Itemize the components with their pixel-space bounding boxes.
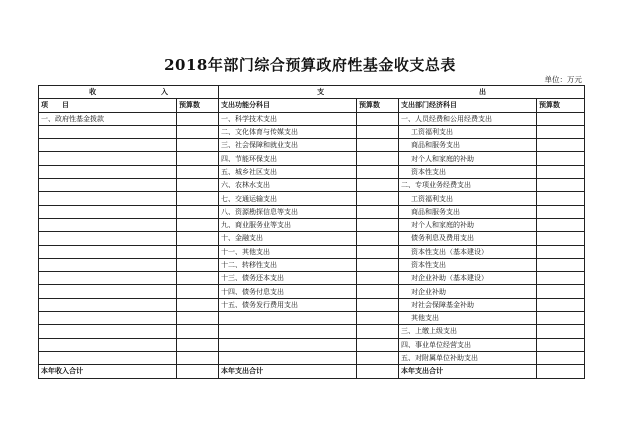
page-title: 2018年部门综合预算政府性基金收支总表 — [164, 56, 456, 74]
func-cell — [219, 325, 357, 338]
func-total-label: 本年支出合计 — [219, 365, 357, 378]
col-budget2-header: 预算数 — [357, 99, 399, 112]
func-budget-cell — [357, 272, 399, 285]
income-header-label: 收 — [89, 87, 97, 97]
income-cell — [39, 338, 177, 351]
econ-budget-cell — [537, 312, 585, 325]
income-cell — [39, 179, 177, 192]
header-row-1 — [39, 86, 585, 99]
func-total-value — [357, 365, 399, 378]
table-row — [39, 285, 585, 298]
func-cell: 十一、其他支出 — [219, 245, 357, 258]
income-budget-cell — [177, 325, 219, 338]
econ-budget-cell — [537, 192, 585, 205]
table-row — [39, 312, 585, 325]
income-budget-cell — [177, 285, 219, 298]
econ-cell: 四、事业单位经营支出 — [399, 338, 537, 351]
income-cell: 一、政府性基金拨款 — [39, 112, 177, 125]
income-budget-cell — [177, 125, 219, 138]
income-cell — [39, 139, 177, 152]
func-cell: 八、资源勘探信息等支出 — [219, 205, 357, 218]
econ-budget-cell — [537, 125, 585, 138]
func-budget-cell — [357, 312, 399, 325]
func-cell: 二、文化体育与传媒支出 — [219, 125, 357, 138]
econ-total-value — [537, 365, 585, 378]
func-cell: 六、农林水支出 — [219, 179, 357, 192]
func-cell: 四、节能环保支出 — [219, 152, 357, 165]
table-row — [39, 298, 585, 311]
budget-table — [38, 85, 585, 379]
func-budget-cell — [357, 338, 399, 351]
income-cell — [39, 152, 177, 165]
col-func-header: 支出功能分科目 — [219, 99, 357, 112]
econ-cell: 债务利息及费用支出 — [399, 232, 537, 245]
econ-cell: 工资福利支出 — [399, 192, 537, 205]
col-budget-header: 预算数 — [177, 99, 219, 112]
func-cell: 三、社会保障和就业支出 — [219, 139, 357, 152]
func-budget-cell — [357, 245, 399, 258]
econ-cell: 资本性支出（基本建设） — [399, 245, 537, 258]
func-budget-cell — [357, 351, 399, 364]
income-budget-cell — [177, 205, 219, 218]
econ-cell: 对企业补助（基本建设） — [399, 272, 537, 285]
func-budget-cell — [357, 165, 399, 178]
table-row — [39, 139, 585, 152]
func-cell: 十三、债务还本支出 — [219, 272, 357, 285]
table-row — [39, 351, 585, 364]
header-row-2 — [39, 99, 585, 112]
income-budget-cell — [177, 165, 219, 178]
income-header-label2: 入 — [160, 87, 168, 97]
income-cell — [39, 232, 177, 245]
func-cell: 十五、债务发行费用支出 — [219, 298, 357, 311]
col-item-header: 项 目 — [39, 99, 177, 112]
econ-budget-cell — [537, 245, 585, 258]
expense-header-label: 支 — [317, 87, 325, 97]
func-cell: 五、城乡社区支出 — [219, 165, 357, 178]
func-budget-cell — [357, 125, 399, 138]
func-budget-cell — [357, 152, 399, 165]
econ-cell: 工资福利支出 — [399, 125, 537, 138]
econ-total-label: 本年支出合计 — [399, 365, 537, 378]
income-cell — [39, 272, 177, 285]
func-budget-cell — [357, 112, 399, 125]
table-row — [39, 112, 585, 125]
func-cell: 一、科学技术支出 — [219, 112, 357, 125]
table-row — [39, 192, 585, 205]
econ-cell: 商品和服务支出 — [399, 205, 537, 218]
table-row — [39, 338, 585, 351]
econ-budget-cell — [537, 205, 585, 218]
econ-cell: 对社会保障基金补助 — [399, 298, 537, 311]
econ-cell: 对个人和家庭的补助 — [399, 152, 537, 165]
table-row — [39, 258, 585, 271]
table-row — [39, 272, 585, 285]
table-row — [39, 205, 585, 218]
table-row — [39, 325, 585, 338]
table-row — [39, 245, 585, 258]
income-budget-cell — [177, 245, 219, 258]
income-budget-cell — [177, 192, 219, 205]
income-budget-cell — [177, 351, 219, 364]
income-total-value — [177, 365, 219, 378]
func-cell: 十二、转移性支出 — [219, 258, 357, 271]
income-total-label: 本年收入合计 — [39, 365, 177, 378]
income-cell — [39, 325, 177, 338]
income-cell — [39, 258, 177, 271]
table-row — [39, 232, 585, 245]
income-cell — [39, 218, 177, 231]
econ-budget-cell — [537, 298, 585, 311]
income-cell — [39, 298, 177, 311]
func-budget-cell — [357, 179, 399, 192]
income-budget-cell — [177, 232, 219, 245]
econ-cell: 其他支出 — [399, 312, 537, 325]
expense-header — [219, 86, 585, 99]
func-cell — [219, 338, 357, 351]
func-cell — [219, 312, 357, 325]
income-budget-cell — [177, 258, 219, 271]
income-budget-cell — [177, 298, 219, 311]
income-cell — [39, 165, 177, 178]
econ-budget-cell — [537, 139, 585, 152]
table-row — [39, 125, 585, 138]
table-row — [39, 152, 585, 165]
func-cell: 九、商业服务业等支出 — [219, 218, 357, 231]
income-budget-cell — [177, 312, 219, 325]
func-budget-cell — [357, 218, 399, 231]
econ-cell: 资本性支出 — [399, 258, 537, 271]
econ-cell: 商品和服务支出 — [399, 139, 537, 152]
func-budget-cell — [357, 139, 399, 152]
func-budget-cell — [357, 192, 399, 205]
func-budget-cell — [357, 298, 399, 311]
table-body — [39, 86, 585, 379]
income-cell — [39, 351, 177, 364]
income-cell — [39, 285, 177, 298]
econ-budget-cell — [537, 285, 585, 298]
table-row — [39, 165, 585, 178]
econ-budget-cell — [537, 258, 585, 271]
table-row — [39, 218, 585, 231]
income-budget-cell — [177, 218, 219, 231]
econ-cell: 五、对附属单位补助支出 — [399, 351, 537, 364]
econ-budget-cell — [537, 351, 585, 364]
econ-budget-cell — [537, 325, 585, 338]
func-budget-cell — [357, 325, 399, 338]
econ-budget-cell — [537, 338, 585, 351]
func-cell: 七、交通运输支出 — [219, 192, 357, 205]
income-cell — [39, 192, 177, 205]
income-cell — [39, 125, 177, 138]
income-budget-cell — [177, 112, 219, 125]
func-budget-cell — [357, 232, 399, 245]
func-budget-cell — [357, 205, 399, 218]
econ-cell: 三、上缴上级支出 — [399, 325, 537, 338]
econ-budget-cell — [537, 152, 585, 165]
income-cell — [39, 312, 177, 325]
econ-cell: 一、人员经费和公用经费支出 — [399, 112, 537, 125]
col-budget3-header: 预算数 — [537, 99, 585, 112]
col-econ-header: 支出部门经济科目 — [399, 99, 537, 112]
income-budget-cell — [177, 179, 219, 192]
expense-header-label2: 出 — [478, 87, 486, 97]
econ-cell: 对个人和家庭的补助 — [399, 218, 537, 231]
func-budget-cell — [357, 285, 399, 298]
table-row — [39, 179, 585, 192]
income-header — [39, 86, 219, 99]
totals-row — [39, 365, 585, 378]
econ-budget-cell — [537, 165, 585, 178]
econ-budget-cell — [537, 179, 585, 192]
income-cell — [39, 205, 177, 218]
func-budget-cell — [357, 258, 399, 271]
income-budget-cell — [177, 152, 219, 165]
income-cell — [39, 245, 177, 258]
func-cell — [219, 351, 357, 364]
econ-cell: 二、专项业务经费支出 — [399, 179, 537, 192]
econ-budget-cell — [537, 218, 585, 231]
econ-budget-cell — [537, 232, 585, 245]
func-cell: 十四、债务付息支出 — [219, 285, 357, 298]
econ-cell: 对企业补助 — [399, 285, 537, 298]
econ-budget-cell — [537, 112, 585, 125]
func-cell: 十、金融支出 — [219, 232, 357, 245]
econ-budget-cell — [537, 272, 585, 285]
income-budget-cell — [177, 139, 219, 152]
income-budget-cell — [177, 272, 219, 285]
unit-label: 单位：万元 — [544, 75, 582, 84]
econ-cell: 资本性支出 — [399, 165, 537, 178]
income-budget-cell — [177, 338, 219, 351]
